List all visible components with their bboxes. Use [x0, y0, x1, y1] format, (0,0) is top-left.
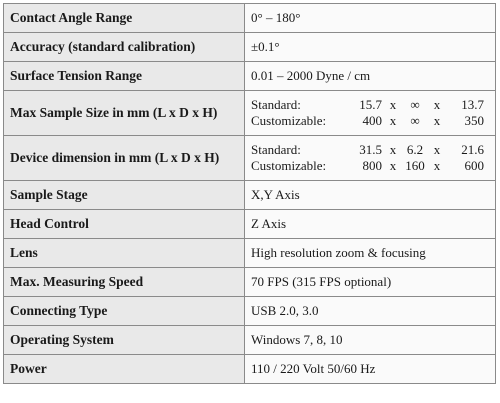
spec-value: ±0.1°	[245, 33, 496, 62]
spec-row-connecting-type	[4, 297, 496, 326]
dimension-line-customizable	[251, 113, 495, 129]
spec-label: Head Control	[4, 210, 245, 239]
dimension-depth: 6.2	[406, 142, 424, 157]
dimension-line-label: Standard:	[251, 142, 301, 157]
dimension-height: 21.6	[461, 142, 484, 157]
spec-row-operating-system	[4, 326, 496, 355]
spec-row-accuracy	[4, 33, 496, 62]
dimension-height: 600	[464, 158, 484, 173]
dimension-length: 15.7	[359, 97, 382, 112]
dimension-height: 13.7	[461, 97, 484, 112]
spec-row-sample-stage	[4, 181, 496, 210]
spec-label: Contact Angle Range	[4, 4, 245, 33]
spec-label: Max Sample Size in mm (L x D x H)	[4, 91, 245, 136]
spec-row-power	[4, 355, 496, 384]
dimension-length: 400	[362, 113, 382, 128]
dimension-separator: x	[433, 113, 441, 128]
spec-value: 110 / 220 Volt 50/60 Hz	[245, 355, 496, 384]
dimension-separator: x	[389, 158, 397, 173]
dimension-separator: x	[433, 97, 441, 112]
spec-label: Operating System	[4, 326, 245, 355]
spec-row-surface-tension-range	[4, 62, 496, 91]
dimension-separator: x	[389, 113, 397, 128]
spec-row-contact-angle-range	[4, 4, 496, 33]
dimension-separator: x	[389, 97, 397, 112]
spec-value	[245, 91, 496, 136]
spec-value: High resolution zoom & focusing	[245, 239, 496, 268]
dimension-line-standard	[251, 97, 495, 113]
spec-row-lens	[4, 239, 496, 268]
spec-value	[245, 136, 496, 181]
specifications-table	[3, 3, 496, 384]
spec-label: Sample Stage	[4, 181, 245, 210]
spec-label: Surface Tension Range	[4, 62, 245, 91]
spec-row-max-measuring-speed	[4, 268, 496, 297]
spec-label: Max. Measuring Speed	[4, 268, 245, 297]
dimension-line-label: Standard:	[251, 97, 301, 112]
spec-value: 70 FPS (315 FPS optional)	[245, 268, 496, 297]
spec-value: 0.01 – 2000 Dyne / cm	[245, 62, 496, 91]
dimension-separator: x	[433, 158, 441, 173]
dimension-separator: x	[433, 142, 441, 157]
dimension-line-label: Customizable:	[251, 158, 327, 173]
spec-value: Z Axis	[245, 210, 496, 239]
dimension-depth: ∞	[410, 97, 420, 112]
spec-row-device-dimension	[4, 136, 496, 181]
spec-value: Windows 7, 8, 10	[245, 326, 496, 355]
spec-label: Accuracy (standard calibration)	[4, 33, 245, 62]
dimension-length: 800	[362, 158, 382, 173]
dimension-length: 31.5	[359, 142, 382, 157]
spec-value: 0° – 180°	[245, 4, 496, 33]
spec-row-max-sample-size	[4, 91, 496, 136]
dimension-line-standard	[251, 142, 495, 158]
dimension-height: 350	[464, 113, 484, 128]
dimension-separator: x	[389, 142, 397, 157]
spec-label: Power	[4, 355, 245, 384]
dimension-line-label: Customizable:	[251, 113, 327, 128]
spec-row-head-control	[4, 210, 496, 239]
dimension-depth: 160	[405, 158, 425, 173]
spec-value: X,Y Axis	[245, 181, 496, 210]
spec-label: Lens	[4, 239, 245, 268]
spec-value: USB 2.0, 3.0	[245, 297, 496, 326]
spec-label: Connecting Type	[4, 297, 245, 326]
dimension-depth: ∞	[410, 113, 420, 128]
dimension-line-customizable	[251, 158, 495, 174]
spec-label: Device dimension in mm (L x D x H)	[4, 136, 245, 181]
